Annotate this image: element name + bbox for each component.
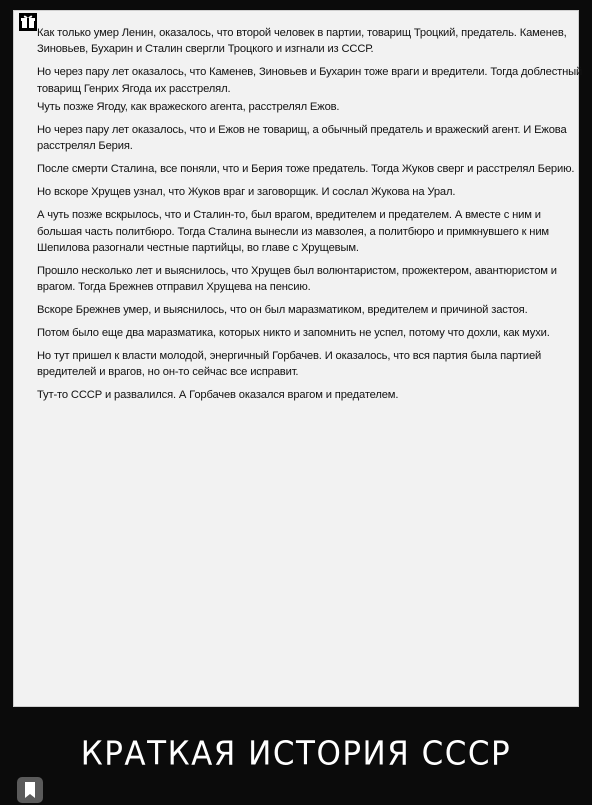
paragraph-4: Но через пару лет оказалось, что и Ежов не товарищ, а обычный предатель и вражеский агент. И Ежова расстрелял Берия. (37, 124, 567, 153)
bookmark-icon[interactable] (17, 777, 43, 803)
paragraph-8: Прошло несколько лет и выяснилось, что Хрущев был волюнтаристом, прожектером, авантюристом и врагом. Тогда Брежнев отправил Хрущева на пенсию. (37, 264, 557, 294)
paragraph-12: Тут-то СССР и развалился. А Горбачев оказался врагом и предателем. (37, 389, 399, 402)
paragraph-3: Чуть позже Ягоду, как вражеского агента, расстрелял Ежов. (37, 101, 340, 114)
paragraph-9: Вскоре Брежнев умер, и выяснилось, что он был маразматиком, вредителем и причиной застоя. (37, 304, 528, 317)
caption-title: КРАТКАЯ ИСТОРИЯ СССР (80, 735, 512, 773)
paragraph-10: Потом было еще два маразматика, которых никто и запомнить не успел, потому что дохли, как мухи. (37, 327, 550, 340)
paragraph-7: А чуть позже вскрылось, что и Сталин-то, был врагом, вредителем и предателем. А вместе с ним и большая часть политбюро. Тогда Сталина вынесли из мавзолея, а политбюро и примкнувшего к ним Шепилова разогнали честные партийцы, во главе с Хрущевым. (37, 209, 549, 254)
paragraph-5: После смерти Сталина, все поняли, что и Берия тоже предатель. Тогда Жуков сверг и расстрелял Берию. (37, 163, 575, 176)
paragraph-6: Но вскоре Хрущев узнал, что Жуков враг и заговорщик. И сослал Жукова на Урал. (37, 186, 456, 199)
paragraph-1: Как только умер Ленин, оказалось, что второй человек в партии, товарищ Троцкий, предатель. Каменев, Зиновьев, Бухарин и Сталин свергли Троцкого и изгнали из СССР. (37, 27, 567, 56)
text-screenshot-panel (13, 10, 583, 707)
post-text (37, 25, 585, 410)
paragraph-2: Но через пару лет оказалось, что Каменев, Зиновьев и Бухарин тоже враги и вредители. Тогда доблестный товарищ Генрих Ягода их расстрелял. (37, 66, 583, 95)
gift-icon (18, 13, 38, 31)
paragraph-11: Но тут пришел к власти молодой, энергичный Горбачев. И оказалось, что вся партия была партией вредителей и врагов, но он-то сейчас все исправит. (37, 350, 542, 379)
